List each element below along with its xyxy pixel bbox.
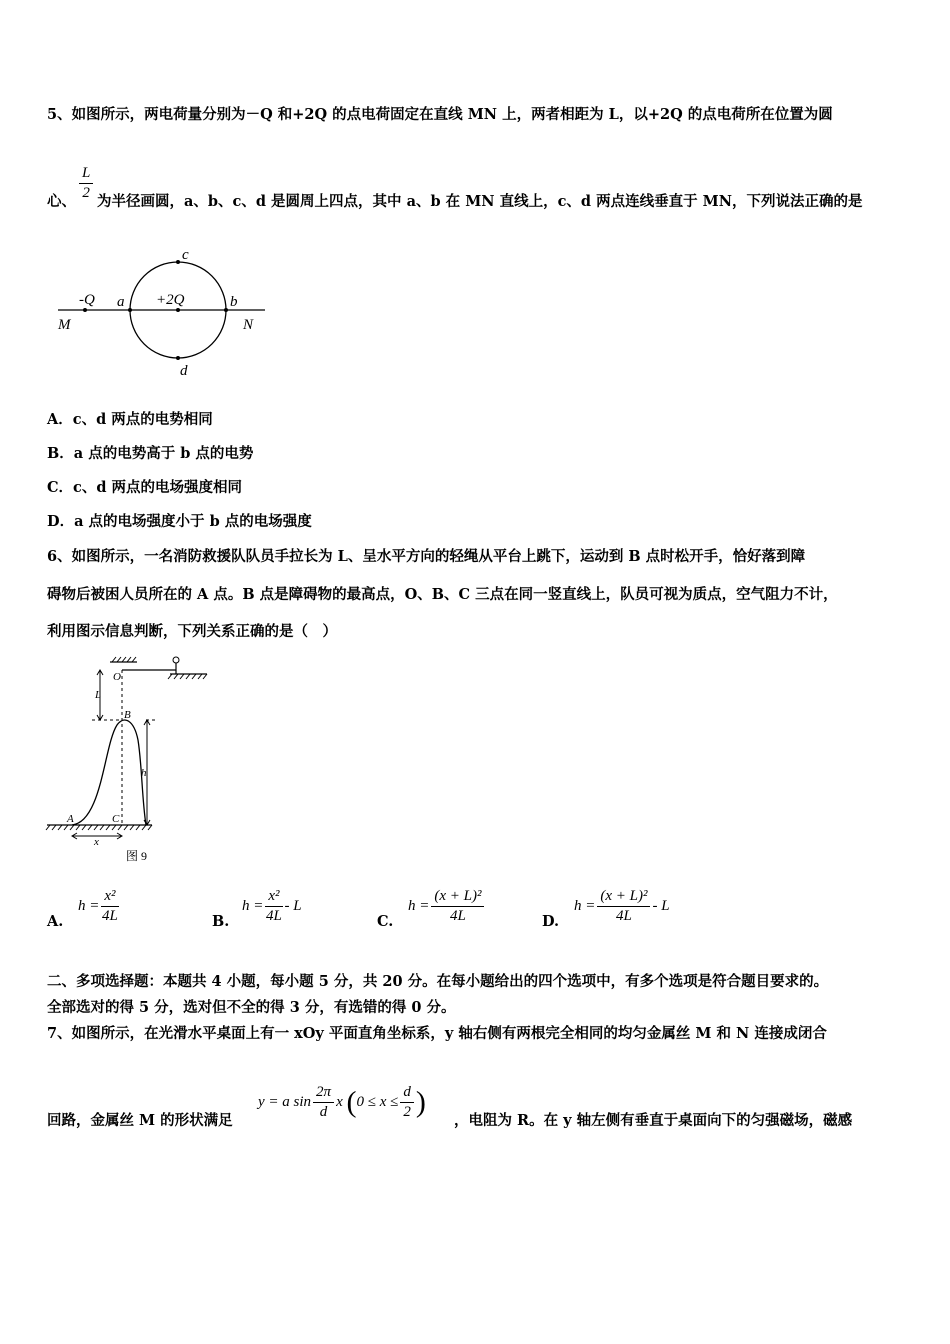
q7-shape-equation: y = a sin $\frac{2\pi}{d}$ x (0 ≤ x ≤ $\frac{d}{2}$ ): [258, 1084, 426, 1120]
point-a-dot: [128, 308, 132, 312]
q7-stem-line2-rest: ，电阻为 R。在 y 轴左侧有垂直于桌面向下的匀强磁场，磁感: [454, 1112, 853, 1129]
charge-minusQ-dot: [83, 308, 87, 312]
formula-denominator: 4L: [616, 908, 632, 924]
label-a: a: [117, 294, 125, 310]
obstacle-curve: [72, 720, 146, 825]
label-minusQ: -Q: [79, 292, 95, 308]
q6-stem-line1: 6、如图所示，一名消防救援队队员手拉长为 L、呈水平方向的轻绳从平台上跳下，运动到 B 点时松开手，恰好落到障: [47, 548, 806, 565]
point-d-dot: [176, 356, 180, 360]
q6-rope-figure: [42, 650, 222, 870]
point-c-dot: [176, 260, 180, 264]
label-b: b: [230, 294, 238, 310]
formula-denominator: 4L: [266, 908, 282, 924]
q5-option-a: A．c、d 两点的电势相同: [47, 411, 213, 428]
q6-option-a-formula: [78, 888, 121, 925]
formula-tail: - L: [652, 897, 670, 914]
condition-denominator: 2: [403, 1104, 411, 1120]
q6-stem-line3: 利用图示信息判断，下列关系正确的是（ ）: [47, 623, 337, 640]
formula-numerator: x²: [101, 888, 118, 907]
formula-denominator: 4L: [450, 908, 466, 924]
equation-lhs: y = a sin: [258, 1093, 312, 1110]
q6-option-b-label: B.: [212, 913, 230, 930]
formula-lhs: h =: [78, 897, 100, 914]
formula-lhs: h =: [574, 897, 596, 914]
formula-numerator: x²: [265, 888, 282, 907]
q5-stem-line1: 5、如图所示，两电荷量分别为－Q 和+2Q 的点电荷固定在直线 MN 上，两者相距为 L，以+2Q 的点电荷所在位置为圆: [47, 106, 833, 123]
formula-denominator: 4L: [102, 908, 118, 924]
section2-header-line1: 二、多项选择题：本题共 4 小题，每小题 5 分，共 20 分。在每小题给出的四个选项中，有多个选项是符合题目要求的。: [47, 973, 829, 990]
charge-plus2Q-dot: [176, 308, 180, 312]
label-L: L: [95, 689, 102, 701]
formula-tail: - L: [284, 897, 302, 914]
formula-lhs: h =: [242, 897, 264, 914]
label-c: c: [182, 247, 189, 263]
q7-stem-line2-prefix: 回路，金属丝 M 的形状满足: [47, 1112, 233, 1129]
q5-fraction-denominator: 2: [82, 185, 90, 201]
point-b-dot: [224, 308, 228, 312]
q5-stem-line2-prefix: 心、: [47, 193, 76, 210]
equation-denominator: d: [319, 1104, 328, 1120]
q7-stem-line1: 7、如图所示，在光滑水平桌面上有一 xOy 平面直角坐标系，y 轴右侧有两根完全相同的均匀金属丝 M 和 N 连接成闭合: [47, 1025, 827, 1042]
equation-numerator: 2π: [313, 1084, 334, 1103]
q6-option-c-formula: [408, 888, 486, 925]
q5-circuit-figure: [55, 245, 275, 385]
formula-numerator: (x + L)²: [597, 888, 650, 907]
label-C: C: [112, 813, 120, 825]
q5-stem-line2-rest: 为半径画圆，a、b、c、d 是圆周上四点，其中 a、b 在 MN 直线上，c、d 两点连线垂直于 MN，下列说法正确的是: [97, 193, 863, 210]
label-x: x: [94, 836, 99, 848]
label-O: O: [113, 671, 121, 683]
formula-numerator: (x + L)²: [431, 888, 484, 907]
section2-header-line2: 全部选对的得 5 分，选对但不全的得 3 分，有选错的得 0 分。: [47, 999, 456, 1016]
label-d: d: [180, 363, 188, 379]
figure-caption: 图 9: [126, 849, 148, 863]
q5-radius-fraction: [77, 165, 95, 202]
q5-option-d: D．a 点的电场强度小于 b 点的电场强度: [47, 513, 312, 530]
q6-option-c-label: C.: [377, 913, 394, 930]
q6-option-d-label: D.: [542, 913, 560, 930]
label-A: A: [67, 813, 74, 825]
equation-x: x: [336, 1093, 343, 1110]
q6-option-a-label: A.: [47, 913, 64, 930]
formula-lhs: h =: [408, 897, 430, 914]
label-h: h: [141, 767, 147, 779]
q6-stem-line2: 碍物后被困人员所在的 A 点。B 点是障碍物的最高点，O、B、C 三点在同一竖直线上，队员可视为质点，空气阻力不计，: [47, 586, 838, 603]
q6-option-b-formula: [242, 888, 302, 925]
q5-option-b: B．a 点的电势高于 b 点的电势: [47, 445, 254, 462]
condition-numerator: d: [400, 1084, 414, 1103]
q6-option-d-formula: [574, 888, 670, 925]
q5-option-c: C．c、d 两点的电场强度相同: [47, 479, 243, 496]
equation-condition: 0 ≤ x ≤: [356, 1093, 399, 1110]
label-M: M: [58, 317, 71, 333]
label-N: N: [243, 317, 254, 333]
label-plus2Q: +2Q: [156, 292, 185, 308]
label-B: B: [124, 709, 131, 721]
q5-fraction-numerator: L: [79, 165, 93, 184]
